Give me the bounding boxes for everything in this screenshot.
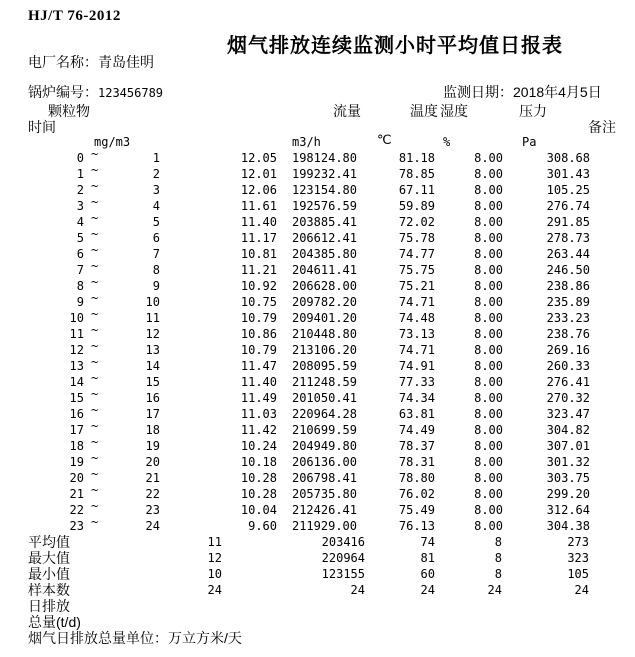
- hour-start: 18: [69, 439, 84, 453]
- summary-value: 24: [574, 583, 589, 597]
- flow-value: 206798.41: [291, 471, 357, 485]
- hour-start: 23: [69, 519, 84, 533]
- humidity-value: 8.00: [474, 327, 503, 341]
- unit-pressure: Pa: [522, 135, 537, 149]
- flow-value: 204949.80: [291, 439, 357, 453]
- pressure-value: 301.32: [546, 455, 590, 469]
- unit-pm: mg/m3: [94, 135, 131, 149]
- emission-unit-note-value: 万立方米/天: [168, 630, 242, 646]
- monitor-date-line: [443, 84, 602, 100]
- pressure-value: 307.01: [546, 439, 590, 453]
- temp-value: 81.18: [398, 151, 435, 165]
- humidity-value: 8.00: [474, 471, 503, 485]
- hour-end: 12: [145, 327, 160, 341]
- boiler-number-label: 锅炉编号：: [28, 84, 98, 100]
- humidity-value: 8.00: [474, 407, 503, 421]
- temp-value: 74.77: [398, 247, 435, 261]
- pressure-value: 270.32: [546, 391, 590, 405]
- hour-end: 9: [152, 279, 160, 293]
- summary-value: 74: [420, 535, 435, 549]
- pressure-value: 278.73: [546, 231, 590, 245]
- time-range-tilde: ~: [91, 419, 99, 433]
- humidity-value: 8.00: [474, 439, 503, 453]
- flow-value: 213106.20: [291, 343, 357, 357]
- temp-value: 78.31: [398, 455, 435, 469]
- pressure-value: 235.89: [546, 295, 590, 309]
- flow-value: 209401.20: [291, 311, 357, 325]
- hour-end: 5: [152, 215, 160, 229]
- summary-label: 最小值: [28, 566, 70, 582]
- hour-end: 8: [152, 263, 160, 277]
- hour-start: 6: [76, 247, 84, 261]
- hour-start: 22: [69, 503, 84, 517]
- humidity-value: 8.00: [474, 295, 503, 309]
- daily-emission-total-label: 总量(t/d): [28, 614, 81, 630]
- temp-value: 74.71: [398, 295, 435, 309]
- temp-value: 74.91: [398, 359, 435, 373]
- time-range-tilde: ~: [91, 291, 99, 305]
- daily-emission-label: 日排放: [28, 598, 70, 614]
- monitor-date-label: 监测日期：: [443, 84, 513, 100]
- pressure-value: 105.25: [546, 183, 590, 197]
- hour-start: 15: [69, 391, 84, 405]
- hour-start: 13: [69, 359, 84, 373]
- flow-value: 198124.80: [291, 151, 357, 165]
- hour-start: 5: [76, 231, 84, 245]
- summary-value: 220964: [321, 551, 365, 565]
- temp-value: 78.37: [398, 439, 435, 453]
- flow-value: 220964.28: [291, 407, 357, 421]
- hour-end: 16: [145, 391, 160, 405]
- summary-value: 273: [567, 535, 589, 549]
- time-range-tilde: ~: [91, 179, 99, 193]
- pm-value: 10.24: [240, 439, 277, 453]
- flow-value: 206136.00: [291, 455, 357, 469]
- temp-value: 77.33: [398, 375, 435, 389]
- time-range-tilde: ~: [91, 323, 99, 337]
- time-range-tilde: ~: [91, 259, 99, 273]
- temp-value: 75.78: [398, 231, 435, 245]
- humidity-value: 8.00: [474, 263, 503, 277]
- summary-value: 203416: [321, 535, 365, 549]
- hour-start: 10: [69, 311, 84, 325]
- time-range-tilde: ~: [91, 403, 99, 417]
- column-header-flow: 流量: [333, 103, 361, 119]
- time-range-tilde: ~: [91, 499, 99, 513]
- summary-value: 11: [207, 535, 222, 549]
- hour-start: 12: [69, 343, 84, 357]
- flow-value: 210699.59: [291, 423, 357, 437]
- hour-start: 2: [76, 183, 84, 197]
- pressure-value: 238.86: [546, 279, 590, 293]
- summary-value: 323: [567, 551, 589, 565]
- pm-value: 11.40: [240, 375, 277, 389]
- hour-end: 7: [152, 247, 160, 261]
- pm-value: 10.04: [240, 503, 277, 517]
- pressure-value: 276.41: [546, 375, 590, 389]
- plant-name-line: [28, 54, 154, 70]
- flow-value: 211248.59: [291, 375, 357, 389]
- hour-end: 22: [145, 487, 160, 501]
- hour-end: 18: [145, 423, 160, 437]
- hour-end: 23: [145, 503, 160, 517]
- humidity-value: 8.00: [474, 167, 503, 181]
- flow-value: 209782.20: [291, 295, 357, 309]
- hour-start: 1: [76, 167, 84, 181]
- plant-name-label: 电厂名称：: [28, 54, 98, 70]
- time-range-tilde: ~: [91, 227, 99, 241]
- column-header-time: 时间: [28, 119, 56, 135]
- pressure-value: 233.23: [546, 311, 590, 325]
- summary-value: 10: [207, 567, 222, 581]
- pm-value: 11.49: [240, 391, 277, 405]
- temp-value: 76.02: [398, 487, 435, 501]
- unit-temp: ℃: [377, 133, 392, 148]
- flow-value: 123154.80: [291, 183, 357, 197]
- hour-start: 7: [76, 263, 84, 277]
- hour-end: 15: [145, 375, 160, 389]
- pressure-value: 299.20: [546, 487, 590, 501]
- hour-end: 1: [152, 151, 160, 165]
- pressure-value: 291.85: [546, 215, 590, 229]
- flow-value: 201050.41: [291, 391, 357, 405]
- pm-value: 11.47: [240, 359, 277, 373]
- temp-value: 74.34: [398, 391, 435, 405]
- hour-start: 20: [69, 471, 84, 485]
- flow-value: 212426.41: [291, 503, 357, 517]
- pm-value: 11.03: [240, 407, 277, 421]
- temp-value: 74.71: [398, 343, 435, 357]
- pressure-value: 303.75: [546, 471, 590, 485]
- humidity-value: 8.00: [474, 359, 503, 373]
- humidity-value: 8.00: [474, 311, 503, 325]
- temp-value: 76.13: [398, 519, 435, 533]
- humidity-value: 8.00: [474, 519, 503, 533]
- pressure-value: 269.16: [546, 343, 590, 357]
- pressure-value: 276.74: [546, 199, 590, 213]
- humidity-value: 8.00: [474, 375, 503, 389]
- hour-start: 14: [69, 375, 84, 389]
- plant-name-value: 青岛佳明: [98, 54, 154, 70]
- summary-label: 平均值: [28, 534, 70, 550]
- summary-value: 81: [420, 551, 435, 565]
- temp-value: 72.02: [398, 215, 435, 229]
- column-header-temp: 温度: [410, 103, 438, 119]
- flow-value: 204385.80: [291, 247, 357, 261]
- boiler-number-line: [28, 84, 163, 101]
- column-header-pm: 颗粒物: [48, 103, 90, 119]
- hour-end: 17: [145, 407, 160, 421]
- hour-start: 16: [69, 407, 84, 421]
- humidity-value: 8.00: [474, 183, 503, 197]
- hour-end: 4: [152, 199, 160, 213]
- flow-value: 208095.59: [291, 359, 357, 373]
- summary-value: 60: [420, 567, 435, 581]
- hour-end: 11: [145, 311, 160, 325]
- humidity-value: 8.00: [474, 343, 503, 357]
- temp-value: 78.80: [398, 471, 435, 485]
- pm-value: 11.21: [240, 263, 277, 277]
- humidity-value: 8.00: [474, 279, 503, 293]
- temp-value: 74.48: [398, 311, 435, 325]
- flow-value: 192576.59: [291, 199, 357, 213]
- pressure-value: 238.76: [546, 327, 590, 341]
- pressure-value: 263.44: [546, 247, 590, 261]
- humidity-value: 8.00: [474, 423, 503, 437]
- humidity-value: 8.00: [474, 503, 503, 517]
- pm-value: 10.81: [240, 247, 277, 261]
- summary-value: 8: [494, 567, 502, 581]
- pm-value: 11.61: [240, 199, 277, 213]
- hour-end: 14: [145, 359, 160, 373]
- time-range-tilde: ~: [91, 387, 99, 401]
- temp-value: 63.81: [398, 407, 435, 421]
- temp-value: 73.13: [398, 327, 435, 341]
- hour-end: 10: [145, 295, 160, 309]
- time-range-tilde: ~: [91, 339, 99, 353]
- pressure-value: 260.33: [546, 359, 590, 373]
- column-header-pressure: 压力: [519, 103, 547, 119]
- time-range-tilde: ~: [91, 435, 99, 449]
- humidity-value: 8.00: [474, 391, 503, 405]
- pm-value: 10.92: [240, 279, 277, 293]
- pressure-value: 301.43: [546, 167, 590, 181]
- hour-start: 17: [69, 423, 84, 437]
- hour-end: 19: [145, 439, 160, 453]
- summary-value: 24: [207, 583, 222, 597]
- time-range-tilde: ~: [91, 451, 99, 465]
- time-range-tilde: ~: [91, 195, 99, 209]
- temp-value: 74.49: [398, 423, 435, 437]
- flow-value: 206628.00: [291, 279, 357, 293]
- summary-value: 105: [567, 567, 589, 581]
- time-range-tilde: ~: [91, 515, 99, 529]
- pm-value: 10.18: [240, 455, 277, 469]
- flow-value: 203885.41: [291, 215, 357, 229]
- pressure-value: 246.50: [546, 263, 590, 277]
- flow-value: 211929.00: [291, 519, 357, 533]
- time-range-tilde: ~: [91, 163, 99, 177]
- summary-value: 24: [420, 583, 435, 597]
- temp-value: 75.21: [398, 279, 435, 293]
- pm-value: 11.40: [240, 215, 277, 229]
- humidity-value: 8.00: [474, 151, 503, 165]
- hour-start: 9: [76, 295, 84, 309]
- time-range-tilde: ~: [91, 147, 99, 161]
- humidity-value: 8.00: [474, 199, 503, 213]
- emission-unit-note: [28, 630, 242, 646]
- pressure-value: 304.82: [546, 423, 590, 437]
- pressure-value: 323.47: [546, 407, 590, 421]
- hour-start: 4: [76, 215, 84, 229]
- time-range-tilde: ~: [91, 467, 99, 481]
- hour-start: 0: [76, 151, 84, 165]
- pm-value: 10.86: [240, 327, 277, 341]
- unit-flow: m3/h: [292, 135, 321, 149]
- time-range-tilde: ~: [91, 355, 99, 369]
- emission-unit-note-label: 烟气日排放总量单位：: [28, 630, 168, 646]
- flow-value: 206612.41: [291, 231, 357, 245]
- column-header-remark: 备注: [588, 119, 616, 135]
- pm-value: 12.01: [240, 167, 277, 181]
- hour-end: 24: [145, 519, 160, 533]
- pressure-value: 312.64: [546, 503, 590, 517]
- summary-value: 8: [494, 535, 502, 549]
- page-title: 烟气排放连续监测小时平均值日报表: [227, 35, 563, 57]
- summary-value: 8: [494, 551, 502, 565]
- hour-end: 13: [145, 343, 160, 357]
- standard-code: HJ/T 76-2012: [28, 8, 121, 24]
- pm-value: 10.79: [240, 311, 277, 325]
- flow-value: 204611.41: [291, 263, 357, 277]
- humidity-value: 8.00: [474, 487, 503, 501]
- temp-value: 67.11: [398, 183, 435, 197]
- unit-humidity: %: [443, 135, 451, 149]
- temp-value: 78.85: [398, 167, 435, 181]
- humidity-value: 8.00: [474, 231, 503, 245]
- hour-end: 20: [145, 455, 160, 469]
- pm-value: 11.42: [240, 423, 277, 437]
- time-range-tilde: ~: [91, 275, 99, 289]
- hour-start: 19: [69, 455, 84, 469]
- pressure-value: 308.68: [546, 151, 590, 165]
- hour-end: 2: [152, 167, 160, 181]
- pm-value: 12.06: [240, 183, 277, 197]
- pm-value: 10.28: [240, 471, 277, 485]
- monitor-date-value: 2018年4月5日: [513, 84, 602, 100]
- pm-value: 12.05: [240, 151, 277, 165]
- hour-end: 21: [145, 471, 160, 485]
- time-range-tilde: ~: [91, 211, 99, 225]
- temp-value: 75.49: [398, 503, 435, 517]
- summary-value: 24: [350, 583, 365, 597]
- time-range-tilde: ~: [91, 483, 99, 497]
- time-range-tilde: ~: [91, 371, 99, 385]
- time-range-tilde: ~: [91, 243, 99, 257]
- humidity-value: 8.00: [474, 215, 503, 229]
- pressure-value: 304.38: [546, 519, 590, 533]
- flow-value: 205735.80: [291, 487, 357, 501]
- summary-label: 样本数: [28, 582, 70, 598]
- pm-value: 10.75: [240, 295, 277, 309]
- temp-value: 75.75: [398, 263, 435, 277]
- summary-value: 12: [207, 551, 222, 565]
- pm-value: 9.60: [248, 519, 277, 533]
- humidity-value: 8.00: [474, 247, 503, 261]
- temp-value: 59.89: [398, 199, 435, 213]
- time-range-tilde: ~: [91, 307, 99, 321]
- hour-end: 6: [152, 231, 160, 245]
- hour-start: 3: [76, 199, 84, 213]
- summary-value: 24: [487, 583, 502, 597]
- pm-value: 10.28: [240, 487, 277, 501]
- hour-start: 11: [69, 327, 84, 341]
- flow-value: 210448.80: [291, 327, 357, 341]
- hour-start: 8: [76, 279, 84, 293]
- summary-label: 最大值: [28, 550, 70, 566]
- hour-start: 21: [69, 487, 84, 501]
- column-header-humidity: 湿度: [440, 103, 468, 119]
- hour-end: 3: [152, 183, 160, 197]
- boiler-number-value: 123456789: [98, 86, 164, 100]
- flow-value: 199232.41: [291, 167, 357, 181]
- pm-value: 10.79: [240, 343, 277, 357]
- humidity-value: 8.00: [474, 455, 503, 469]
- summary-value: 123155: [321, 567, 365, 581]
- pm-value: 11.17: [240, 231, 277, 245]
